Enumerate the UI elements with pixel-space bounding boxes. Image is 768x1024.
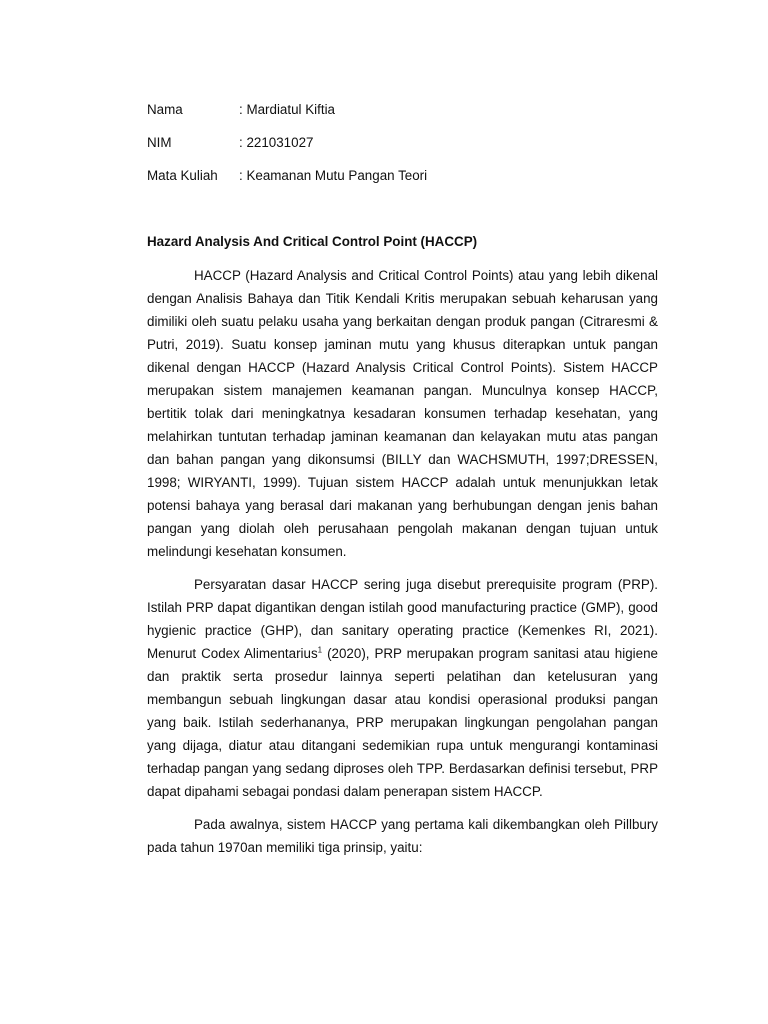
name-label: Nama — [147, 102, 183, 117]
footnote-marker: 1 — [317, 645, 323, 655]
paragraph-2-text-b: (2020), PRP merupakan program sanitasi atau higiene dan praktik serta prosedur lainnya seperti pelatihan dan ketelusuran yang membangun sebuah lingkungan dasar atau kondisi operasional produksi pangan yang baik. Istilah sederhananya, PRP merupakan lingkungan pengolahan pangan yang dijaga, diatur atau ditangani sedemikian rupa untuk mengurangi kontaminasi terhadap pangan yang sedang diproses oleh TPP. Berdasarkan definisi tersebut, PRP dapat dipahami sebagai pondasi dalam penerapan sistem HACCP. — [147, 646, 658, 799]
course-row — [147, 167, 667, 200]
course-label: Mata Kuliah — [147, 168, 218, 183]
nim-row — [147, 134, 667, 167]
nim-value: : 221031027 — [239, 135, 314, 150]
student-info — [147, 101, 667, 200]
course-value: : Keamanan Mutu Pangan Teori — [239, 168, 428, 183]
paragraph-1: HACCP (Hazard Analysis and Critical Control Points) atau yang lebih dikenal dengan Analisis Bahaya dan Titik Kendali Kritis merupakan sebuah keharusan yang dimiliki oleh suatu pelaku usaha yang berkaitan dengan produk pangan (Citraresmi & Putri, 2019). Suatu konsep jaminan mutu yang khusus diterapkan untuk pangan dikenal dengan HACCP (Hazard Analysis Critical Control Points). Sistem HACCP merupakan sistem manajemen keamanan pangan. Munculnya konsep HACCP, bertitik tolak dari meningkatnya kesadaran konsumen terhadap kesehatan, yang melahirkan tuntutan terhadap jaminan keamanan dan kelayakan mutu atas pangan dan bahan pangan yang dikonsumsi (BILLY dan WACHSMUTH, 1997;DRESSEN, 1998; WIRYANTI, 1999). Tujuan sistem HACCP adalah untuk menunjukkan letak potensi bahaya yang berasal dari makanan yang berhubungan dengan jenis bahan pangan yang diolah oleh perusahaan pengolah makanan dengan tujuan untuk melindungi kesehatan konsumen. — [147, 268, 658, 559]
paragraph-2 — [147, 573, 658, 803]
paragraph-3: Pada awalnya, sistem HACCP yang pertama kali dikembangkan oleh Pillbury pada tahun 1970an memiliki tiga prinsip, yaitu: — [147, 817, 658, 855]
paragraph-2-text-a: Persyaratan dasar HACCP sering juga disebut prerequisite program (PRP). Istilah PRP dapat digantikan dengan istilah good manufacturing practice (GMP), good hygienic practice (GHP), dan sanitary operating practice (Kemenkes RI, 2021). Menurut Codex Alimentarius — [147, 577, 658, 661]
section-heading: Hazard Analysis And Critical Control Point (HACCP) — [147, 234, 478, 249]
document-body — [147, 264, 658, 869]
nim-label: NIM — [147, 135, 172, 150]
name-row — [147, 101, 667, 134]
name-value: : Mardiatul Kiftia — [239, 102, 336, 117]
